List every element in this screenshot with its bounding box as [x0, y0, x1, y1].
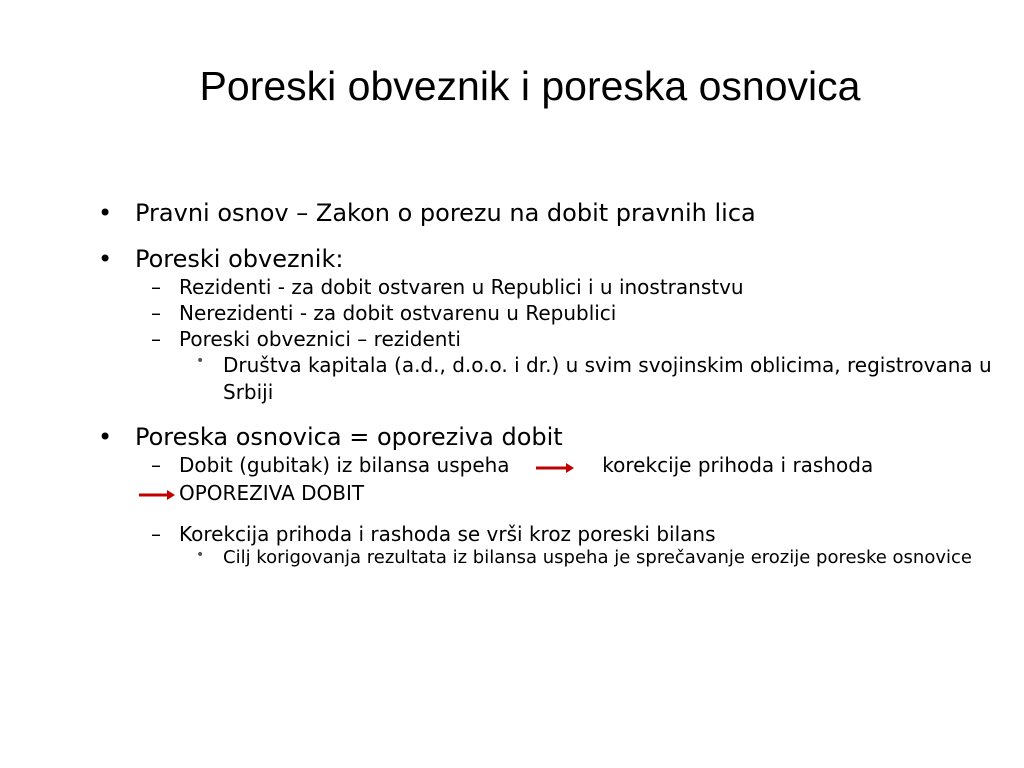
bullet-text: Poreski obveznik: — [135, 245, 344, 273]
dash-icon: – — [151, 453, 161, 477]
sub-item-tax-balance — [151, 521, 998, 547]
sub-item-taxpayers-residents — [151, 326, 998, 352]
right-arrow-icon — [536, 454, 574, 480]
profit-flow-line2 — [139, 480, 998, 508]
dash-icon: – — [151, 327, 161, 351]
sub-item-text: Poreski obveznici – rezidenti — [179, 327, 461, 351]
sub-item-text: Nerezidenti - za dobit ostvarenu u Republici — [179, 301, 617, 325]
dash-icon: – — [151, 522, 161, 546]
sub-item-profit-flow — [151, 452, 998, 507]
profit-flow-part1: Dobit (gubitak) iz bilansa uspeha — [179, 453, 510, 477]
bullet-legal-basis — [98, 198, 998, 228]
sub-item-text: Rezidenti - za dobit ostvaren u Republici i u inostranstvu — [179, 275, 744, 299]
sub-item-nonresidents — [151, 300, 998, 326]
right-arrow-icon — [139, 481, 175, 507]
dash-icon: – — [151, 301, 161, 325]
profit-flow-part3: OPOREZIVA DOBIT — [179, 480, 365, 505]
sub-sub-item-erosion — [196, 547, 998, 570]
slide-body — [98, 198, 998, 570]
bullet-icon: • — [98, 245, 113, 273]
bullet-icon: • — [196, 547, 205, 563]
sub-sub-item-text: Cilj korigovanja rezultata iz bilansa uspeha je sprečavanje erozije poreske osnovice — [223, 547, 972, 568]
bullet-icon: • — [98, 423, 113, 451]
bullet-taxpayer — [98, 244, 998, 274]
bullet-text: Poreska osnovica = oporeziva dobit — [135, 423, 563, 451]
dash-icon: – — [151, 275, 161, 299]
bullet-tax-base — [98, 422, 998, 452]
bullet-icon: • — [98, 199, 113, 227]
sub-sub-item-text: Društva kapitala (a.d., d.o.o. i dr.) u svim svojinskim oblicima, registrovana u Srbiji — [223, 353, 992, 404]
sub-item-text: Korekcija prihoda i rashoda se vrši kroz poreski bilans — [179, 522, 716, 546]
bullet-text: Pravni osnov – Zakon o porezu na dobit pravnih lica — [135, 199, 756, 227]
sub-sub-item-companies — [196, 352, 998, 406]
sub-item-residents — [151, 274, 998, 300]
bullet-icon: • — [196, 353, 205, 369]
profit-flow-part2: korekcije prihoda i rashoda — [602, 453, 874, 477]
slide-title: Poreski obveznik i poreska osnovica — [199, 63, 861, 109]
